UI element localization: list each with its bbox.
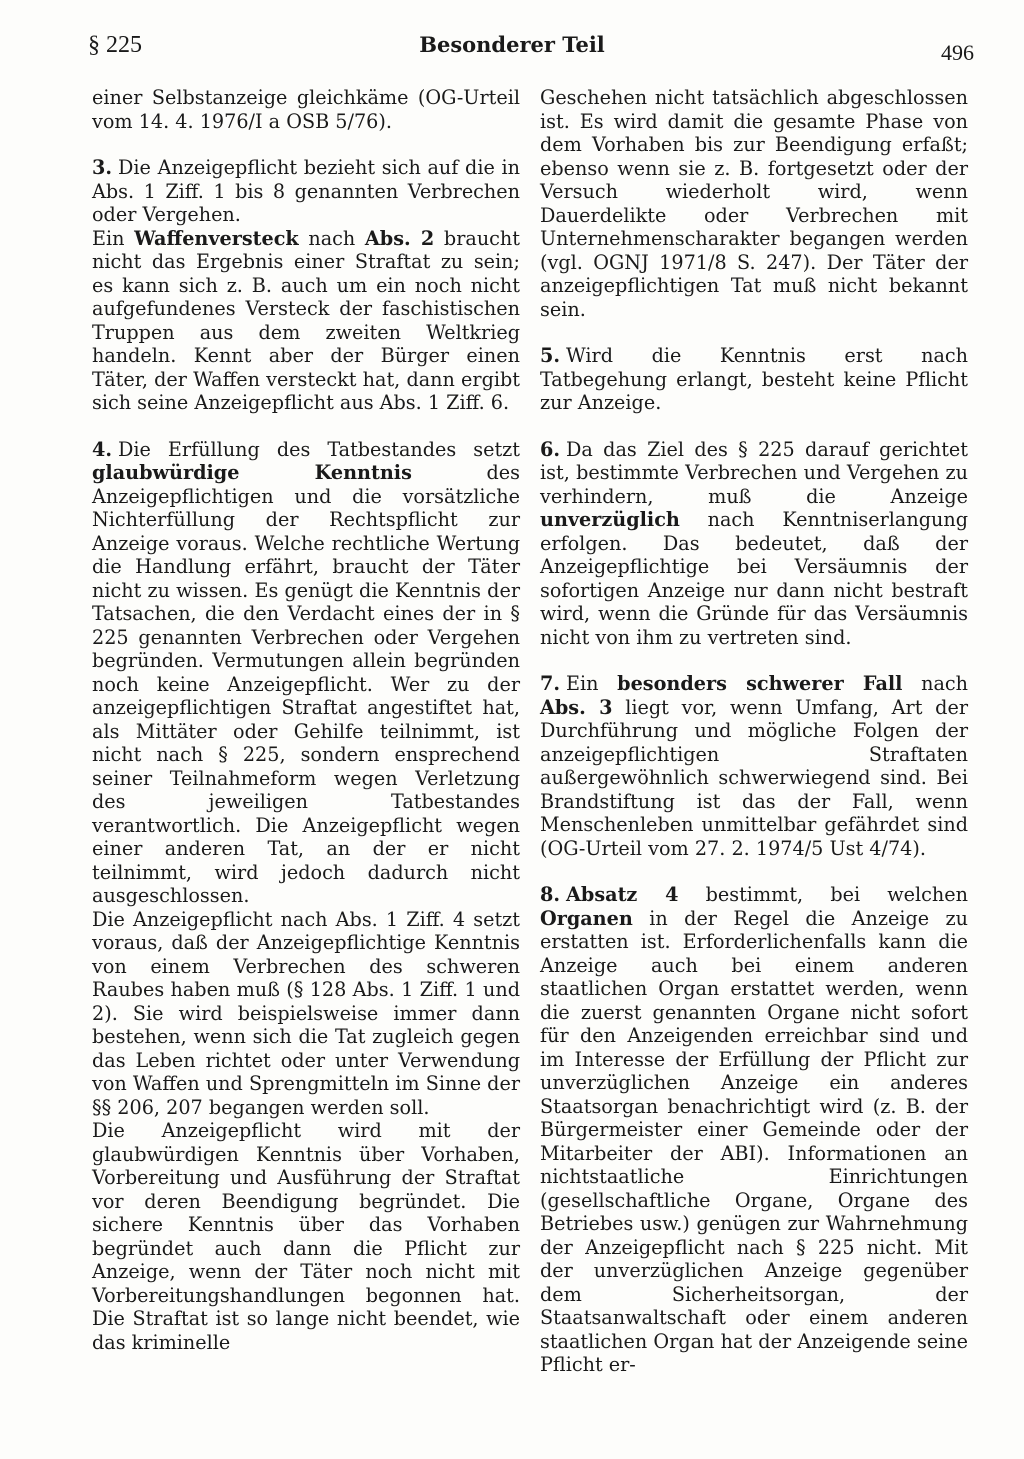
page-number: 496	[941, 40, 974, 65]
text-run: liegt vor, wenn Umfang, Art der Durchführung und mögliche Folgen der anzeigepflichtigen Straftaten außergewöhnlich schwerwiegend sind. Bei Brandstiftung ist das der Fall, wenn Menschenleben unmittelbar gefährdet sind (OG-Urteil vom 27. 2. 1974/5 Ust 4/74).	[540, 695, 968, 860]
term-organen: Organen	[540, 906, 633, 930]
term-abs-2: Abs. 2	[364, 226, 435, 250]
term-glaubwuerdige-kenntnis: glaubwürdige Kenntnis	[92, 461, 412, 484]
text-run: nach	[298, 226, 365, 250]
paragraph-5	[540, 344, 968, 415]
text-run: nach	[902, 672, 968, 695]
section-reference: § 225	[88, 32, 142, 58]
paragraph-3a-text: Die Anzeigepflicht bezieht sich auf die in Abs. 1 Ziff. 1 bis 8 genannten Verbrechen oder Vergehen.	[92, 156, 520, 226]
text-run: Ein	[92, 226, 135, 250]
running-title: Besonderer Teil	[419, 32, 605, 57]
paragraph-3b	[92, 227, 520, 415]
paragraph-number-4: 4.	[92, 437, 113, 461]
paragraph-3a	[92, 156, 520, 227]
paragraph-number-7: 7.	[540, 672, 561, 695]
term-besonders-schwerer-fall: besonders schwerer Fall	[617, 672, 903, 695]
term-abs-3: Abs. 3	[540, 695, 613, 719]
term-absatz-4: Absatz 4	[566, 883, 679, 906]
paragraph-number-6: 6.	[540, 437, 561, 461]
term-unverzueglich: unverzüglich	[540, 508, 680, 531]
text-run: des Anzeigepflichtigen und die vorsätzliche Nichterfüllung der Rechtspflicht zur Anzeige voraus. Welche rechtliche Wertung die Handlung erfährt, braucht der Täter nicht zu wissen. Es genügt die Kenntnis der Tatsachen, die den Verdacht eines der in § 225 genannten Verbrechen oder Vergehen begründen. Vermutungen allein begründen noch keine Anzeigepflicht. Wer zu der anzeigepflichtigen Straftat angestiftet hat, als Mittäter oder Gehilfe teilnimmt, ist nicht nach § 225, sondern ensprechend seiner Teilnahmeform wegen Verletzung des jeweiligen Tatbestandes verantwortlich. Die Anzeigepflicht wegen einer anderen Tat, an der er nicht teilnimmt, wird jedoch dadurch nicht ausgeschlossen.	[92, 461, 520, 907]
paragraph-continued: Geschehen nicht tatsächlich abgeschlossen ist. Es wird damit die gesamte Phase von dem Vorhaben bis zur Beendigung erfaßt; ebenso wenn sie z. B. fortgesetzt oder der Versuch wiederholt wird, wenn Dauerdelikte oder Verbrechen mit Unternehmenscharakter begangen werden (vgl. OGNJ 1971/8 S. 247). Der Täter der anzeigepflichtigen Tat muß nicht bekannt sein.	[540, 86, 968, 321]
paragraph-4a	[92, 438, 520, 908]
left-column	[92, 86, 520, 1354]
text-run: Die Erfüllung des Tatbestandes setzt	[118, 437, 520, 461]
text-run: nach Kenntniserlangung erfolgen. Das bedeutet, daß der Anzeigepflichtige bei Versäumnis der sofortigen Anzeige nur dann nicht bestraft wird, wenn die Gründe für das Versäumnis nicht von ihm zu vertreten sind.	[540, 508, 968, 649]
paragraph-intro: einer Selbstanzeige gleichkäme (OG-Urteil vom 14. 4. 1976/I a OSB 5/76).	[92, 86, 520, 133]
text-run: Wird die Kenntnis erst nach Tatbegehung erlangt, besteht keine Pflicht zur Anzeige.	[540, 344, 968, 414]
paragraph-8	[540, 883, 968, 1377]
text-run: bestimmt, bei welchen	[678, 883, 968, 906]
text-run: Da das Ziel des § 225 darauf gerichtet ist, bestimmte Verbrechen und Vergehen zu verhindern, muß die Anzeige	[540, 437, 968, 508]
paragraph-number-3: 3.	[92, 156, 113, 179]
term-waffenversteck: Waffenversteck	[134, 226, 299, 250]
paragraph-number-5: 5.	[540, 344, 561, 367]
right-column	[540, 86, 968, 1377]
paragraph-4b: Die Anzeigepflicht nach Abs. 1 Ziff. 4 setzt voraus, daß der Anzeigepflichtige Kenntnis von einem Verbrechen des schweren Raubes haben muß (§ 128 Abs. 1 Ziff. 1 und 2). Sie wird beispielsweise immer dann bestehen, wenn sich die Tat zugleich gegen das Leben richtet oder unter Verwendung von Waffen und Sprengmitteln im Sinne der §§ 206, 207 begangen werden soll.	[92, 907, 520, 1119]
paragraph-6	[540, 438, 968, 650]
text-run: Ein	[566, 672, 618, 695]
text-run: in der Regel die Anzeige zu erstatten ist. Erforderlichenfalls kann die Anzeige auch bei einem anderen staatlichen Organ erstattet werden, wenn die zuerst genannten Organe nicht sofort für den Anzeigenden erreichbar sind und im Interesse der Erfüllung der Pflicht zur unverzüglichen Anzeige ein anderes Staatsorgan benachrichtigt wird (z. B. der Bürgermeister einer Gemeinde oder der Mitarbeiter der ABI). Informationen an nichtstaatliche Einrichtungen (gesellschaftliche Organe, Organe des Betriebes usw.) genügen zur Wahrnehmung der Anzeigepflicht nach § 225 nicht. Mit der unverzüglichen Anzeige gegenüber dem Sicherheitsorgan, der Staatsanwaltschaft oder einem anderen staatlichen Organ hat der Anzeigende seine Pflicht er-	[540, 906, 968, 1376]
paragraph-number-8: 8.	[540, 883, 561, 906]
paragraph-4c: Die Anzeigepflicht wird mit der glaubwürdigen Kenntnis über Vorhaben, Vorbereitung und Ausführung der Straftat vor deren Beendigung begründet. Die sichere Kenntnis über das Vorhaben begründet auch dann die Pflicht zur Anzeige, wenn der Täter noch nicht mit Vorbereitungshandlungen begonnen hat. Die Straftat ist so lange nicht beendet, wie das kriminelle	[92, 1119, 520, 1354]
paragraph-7	[540, 672, 968, 860]
text-run: braucht nicht das Ergebnis einer Straftat zu sein; es kann sich z. B. auch um ein noch nicht aufgefundenes Versteck der faschistischen Truppen aus dem zweiten Weltkrieg handeln. Kennt aber der Bürger einen Täter, der Waffen versteckt hat, dann ergibt sich seine Anzeigepflicht aus Abs. 1 Ziff. 6.	[92, 226, 520, 414]
